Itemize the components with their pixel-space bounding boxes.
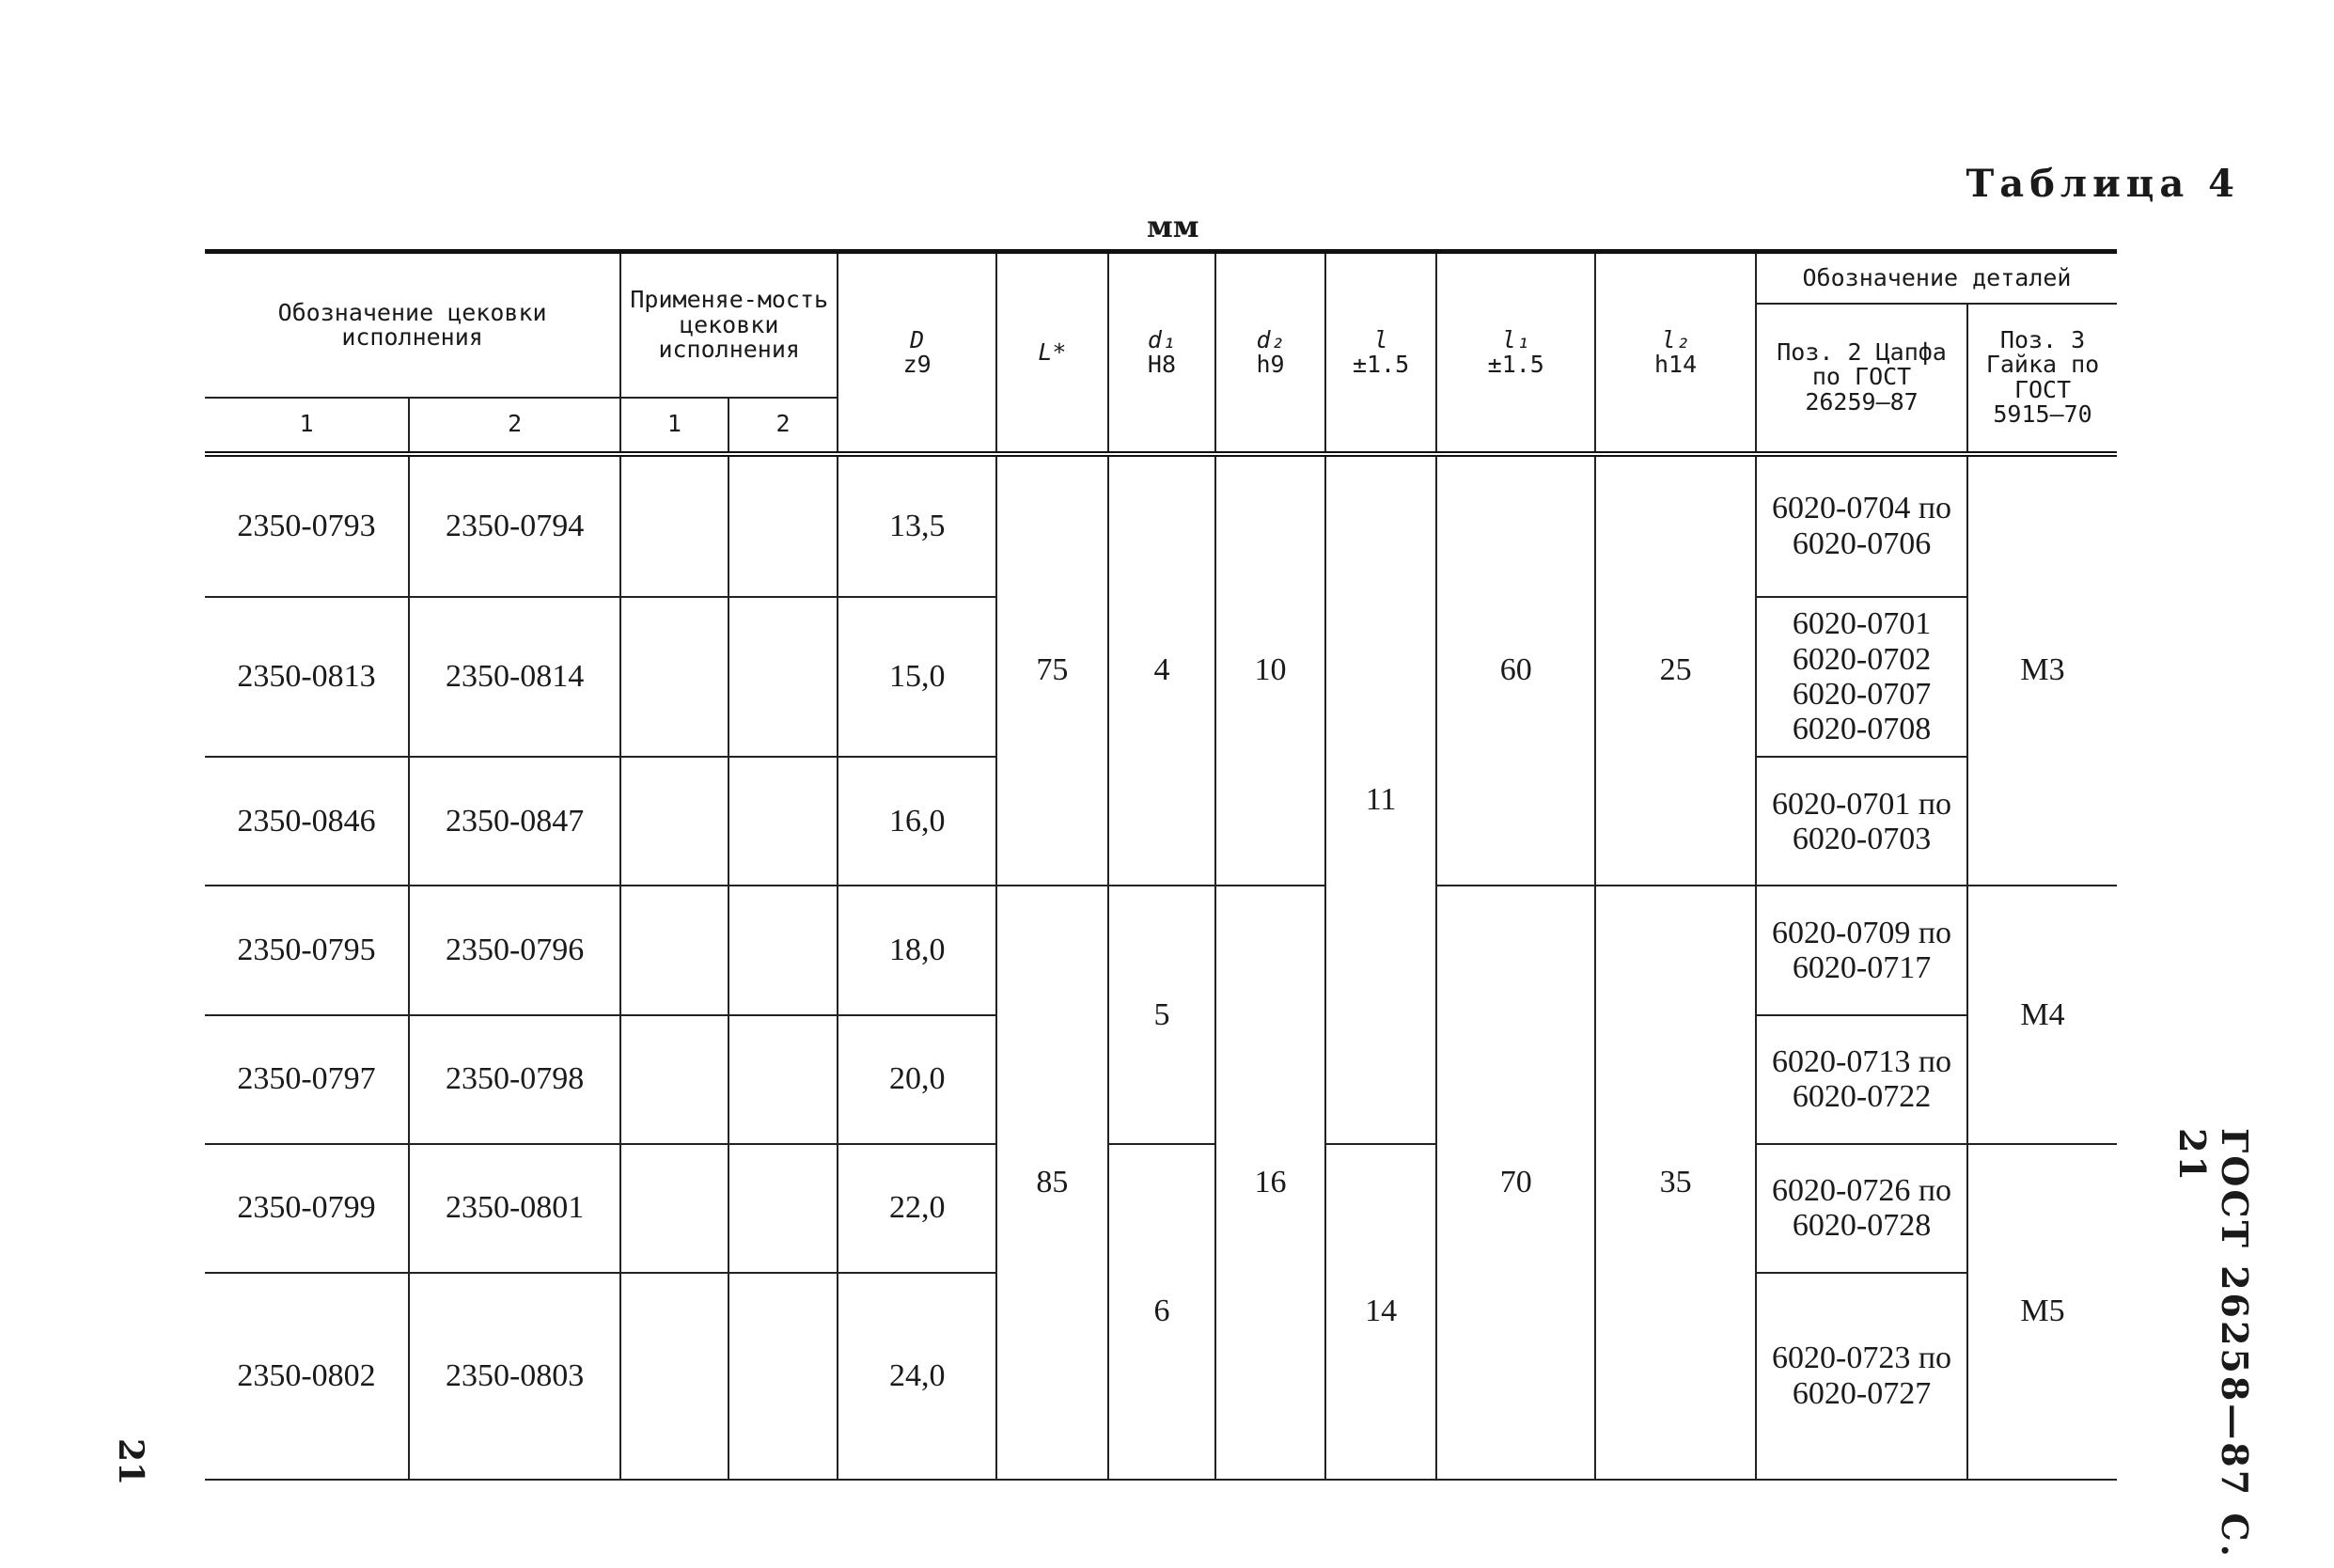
header-pos2: Поз. 2 Цапфа по ГОСТ 26259—87 [1756,304,1967,454]
cell-c2: 2350-0847 [409,757,620,886]
cell-pos2: 6020-0701 6020-0702 6020-0707 6020-0708 [1756,597,1967,758]
cell-c1: 2350-0802 [205,1273,409,1480]
cell-c2: 2350-0798 [409,1015,620,1144]
cell-D: 13,5 [838,454,996,597]
cell-D: 16,0 [838,757,996,886]
header-app-2: 2 [728,398,838,454]
cell-pos2: 6020-0704 по 6020-0706 [1756,454,1967,597]
cell-c1: 2350-0793 [205,454,409,597]
cell-app2 [728,597,838,758]
cell-l-14: 14 [1325,1144,1437,1480]
cell-l-11: 11 [1325,454,1437,1144]
header-details: Обозначение деталей [1756,252,2117,304]
cell-c1: 2350-0846 [205,757,409,886]
cell-app2 [728,886,838,1014]
cell-c2: 2350-0814 [409,597,620,758]
cell-L-85: 85 [996,886,1108,1480]
cell-app2 [728,757,838,886]
cell-app1 [620,1273,728,1480]
cell-app2 [728,1273,838,1480]
cell-D: 24,0 [838,1273,996,1480]
cell-L-75: 75 [996,454,1108,886]
header-designation: Обозначение цековки исполнения [205,252,620,398]
cell-c1: 2350-0813 [205,597,409,758]
cell-D: 20,0 [838,1015,996,1144]
cell-d2-16: 16 [1215,886,1325,1480]
header-d2: d₂ h9 [1215,252,1325,454]
header-applicability: Применяе-мость цековки исполнения [620,252,838,398]
cell-app1 [620,757,728,886]
cell-d2-10: 10 [1215,454,1325,886]
cell-app1 [620,1144,728,1273]
parts-table [205,249,2117,1481]
header-exec-1: 1 [205,398,409,454]
cell-pos2: 6020-0726 по 6020-0728 [1756,1144,1967,1273]
cell-app1 [620,886,728,1014]
cell-c2: 2350-0796 [409,886,620,1014]
page-number: 21 [111,1438,150,1486]
cell-app1 [620,454,728,597]
cell-app1 [620,1015,728,1144]
cell-app2 [728,454,838,597]
cell-c1: 2350-0799 [205,1144,409,1273]
cell-l2-35: 35 [1595,886,1756,1480]
cell-pos2: 6020-0701 по 6020-0703 [1756,757,1967,886]
cell-pos3-m4: М4 [1967,886,2117,1143]
header-d1: d₁ H8 [1108,252,1216,454]
cell-l2-25: 25 [1595,454,1756,886]
cell-d1-6: 6 [1108,1144,1216,1480]
cell-l1-70: 70 [1436,886,1595,1480]
cell-app2 [728,1144,838,1273]
cell-c1: 2350-0795 [205,886,409,1014]
header-exec-2: 2 [409,398,620,454]
cell-pos2: 6020-0709 по 6020-0717 [1756,886,1967,1014]
cell-c1: 2350-0797 [205,1015,409,1144]
cell-pos3-m3: М3 [1967,454,2117,886]
table-title: Таблица 4 [1966,162,2240,206]
header-l2: l₂ h14 [1595,252,1756,454]
header-l: l ±1.5 [1325,252,1437,454]
header-app-1: 1 [620,398,728,454]
document-side-label: ГОСТ 26258—87 С. 21 [2171,1128,2256,1560]
cell-app2 [728,1015,838,1144]
header-D: D z9 [838,252,996,454]
cell-pos3-m5: М5 [1967,1144,2117,1480]
cell-pos2: 6020-0713 по 6020-0722 [1756,1015,1967,1144]
header-l1: l₁ ±1.5 [1436,252,1595,454]
units-label: мм [1147,209,1199,244]
cell-D: 18,0 [838,886,996,1014]
cell-pos2: 6020-0723 по 6020-0727 [1756,1273,1967,1480]
cell-app1 [620,597,728,758]
cell-c2: 2350-0794 [409,454,620,597]
cell-d1-4: 4 [1108,454,1216,886]
cell-D: 15,0 [838,597,996,758]
cell-d1-5: 5 [1108,886,1216,1143]
header-pos3: Поз. 3 Гайка по ГОСТ 5915—70 [1967,304,2117,454]
cell-c2: 2350-0801 [409,1144,620,1273]
cell-l1-60: 60 [1436,454,1595,886]
cell-c2: 2350-0803 [409,1273,620,1480]
cell-D: 22,0 [838,1144,996,1273]
header-L: L* [996,252,1108,454]
